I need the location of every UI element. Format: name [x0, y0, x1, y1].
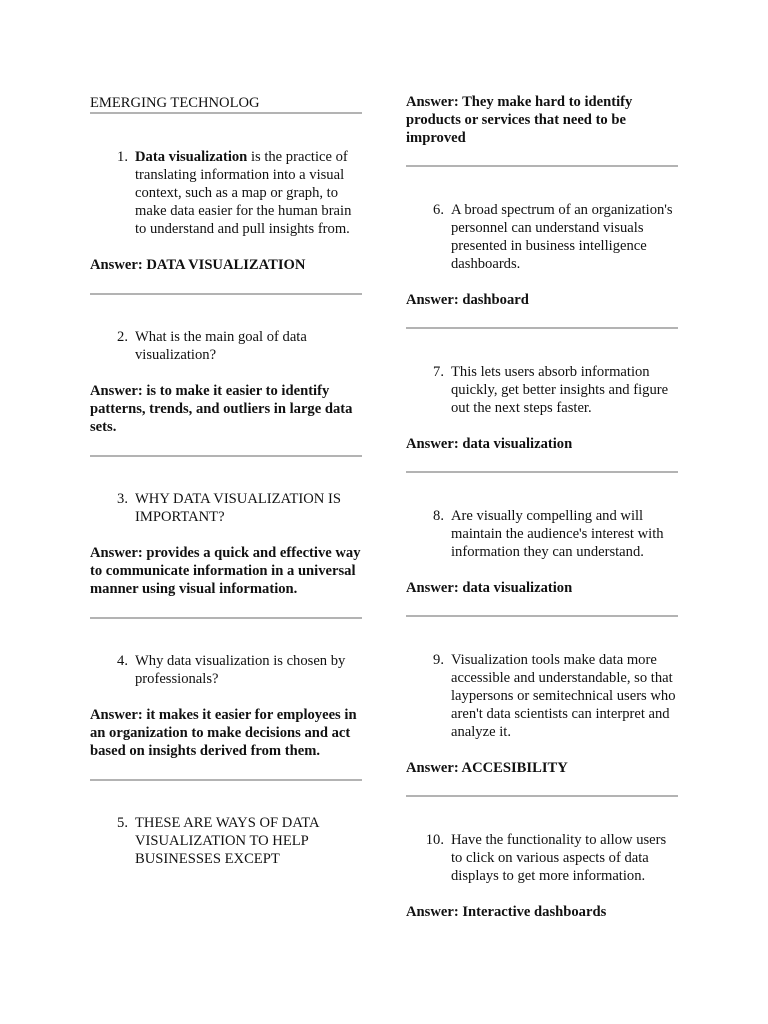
divider [90, 455, 362, 457]
answer-1: Answer: DATA VISUALIZATION [90, 257, 306, 273]
divider [406, 615, 678, 617]
question-term: Data visualization [135, 149, 248, 165]
answer-8: Answer: data visualization [406, 580, 573, 596]
question-4 [90, 652, 362, 688]
right-column [406, 93, 678, 921]
question-number: 7. [433, 364, 444, 380]
question-8 [406, 507, 678, 561]
question-5 [90, 814, 362, 868]
question-7 [406, 363, 678, 417]
divider [406, 165, 678, 167]
question-number: 3. [117, 491, 128, 507]
answer-9: Answer: ACCESIBILITY [406, 760, 568, 776]
question-number: 10. [425, 832, 444, 848]
question-number: 2. [117, 329, 128, 345]
question-number: 9. [433, 652, 444, 668]
question-3 [90, 490, 362, 526]
question-text: is the practice of translating information into a visual context, such as a map or graph, to make data easier for the human brain to understand and pull insights from. [135, 149, 352, 237]
left-column [90, 93, 362, 868]
question-number: 8. [433, 508, 444, 524]
divider [406, 327, 678, 329]
divider [90, 112, 362, 114]
answer-10: Answer: Interactive dashboards [406, 904, 607, 920]
question-text: What is the main goal of data visualization? [135, 329, 307, 363]
page-title: EMERGING TECHNOLOG [90, 95, 260, 111]
answer-5: Answer: They make hard to identify products or services that need to be improved [406, 94, 633, 146]
question-text: Are visually compelling and will maintain the audience's interest with information they can understand. [451, 508, 664, 560]
question-text: A broad spectrum of an organization's personnel can understand visuals presented in business intelligence dashboards. [451, 202, 673, 272]
question-text: Visualization tools make data more accessible and understandable, so that laypersons or semitechnical users who aren't data scientists can interpret and analyze it. [451, 652, 676, 740]
divider [90, 617, 362, 619]
answer-4: Answer: it makes it easier for employees in an organization to make decisions and act based on insights derived from them. [90, 707, 357, 759]
question-6 [406, 201, 678, 273]
question-9 [406, 651, 678, 741]
question-text: Why data visualization is chosen by professionals? [135, 653, 346, 687]
question-number: 4. [117, 653, 128, 669]
divider [90, 779, 362, 781]
question-text: This lets users absorb information quickly, get better insights and figure out the next steps faster. [451, 364, 669, 416]
question-10 [406, 831, 678, 885]
answer-7: Answer: data visualization [406, 436, 573, 452]
answer-3: Answer: provides a quick and effective way to communicate information in a universal manner using visual information. [90, 545, 361, 597]
answer-6: Answer: dashboard [406, 292, 529, 308]
question-2 [90, 328, 362, 364]
question-1 [90, 148, 362, 238]
question-number: 5. [117, 815, 128, 831]
question-number: 1. [117, 149, 128, 165]
divider [90, 293, 362, 295]
divider [406, 471, 678, 473]
question-number: 6. [433, 202, 444, 218]
answer-2: Answer: is to make it easier to identify patterns, trends, and outliers in large data sets. [90, 383, 353, 435]
question-text: Have the functionality to allow users to click on various aspects of data displays to get more information. [451, 832, 667, 884]
question-text: WHY DATA VISUALIZATION IS IMPORTANT? [135, 491, 341, 525]
divider [406, 795, 678, 797]
question-text: THESE ARE WAYS OF DATA VISUALIZATION TO HELP BUSINESSES EXCEPT [135, 815, 319, 867]
